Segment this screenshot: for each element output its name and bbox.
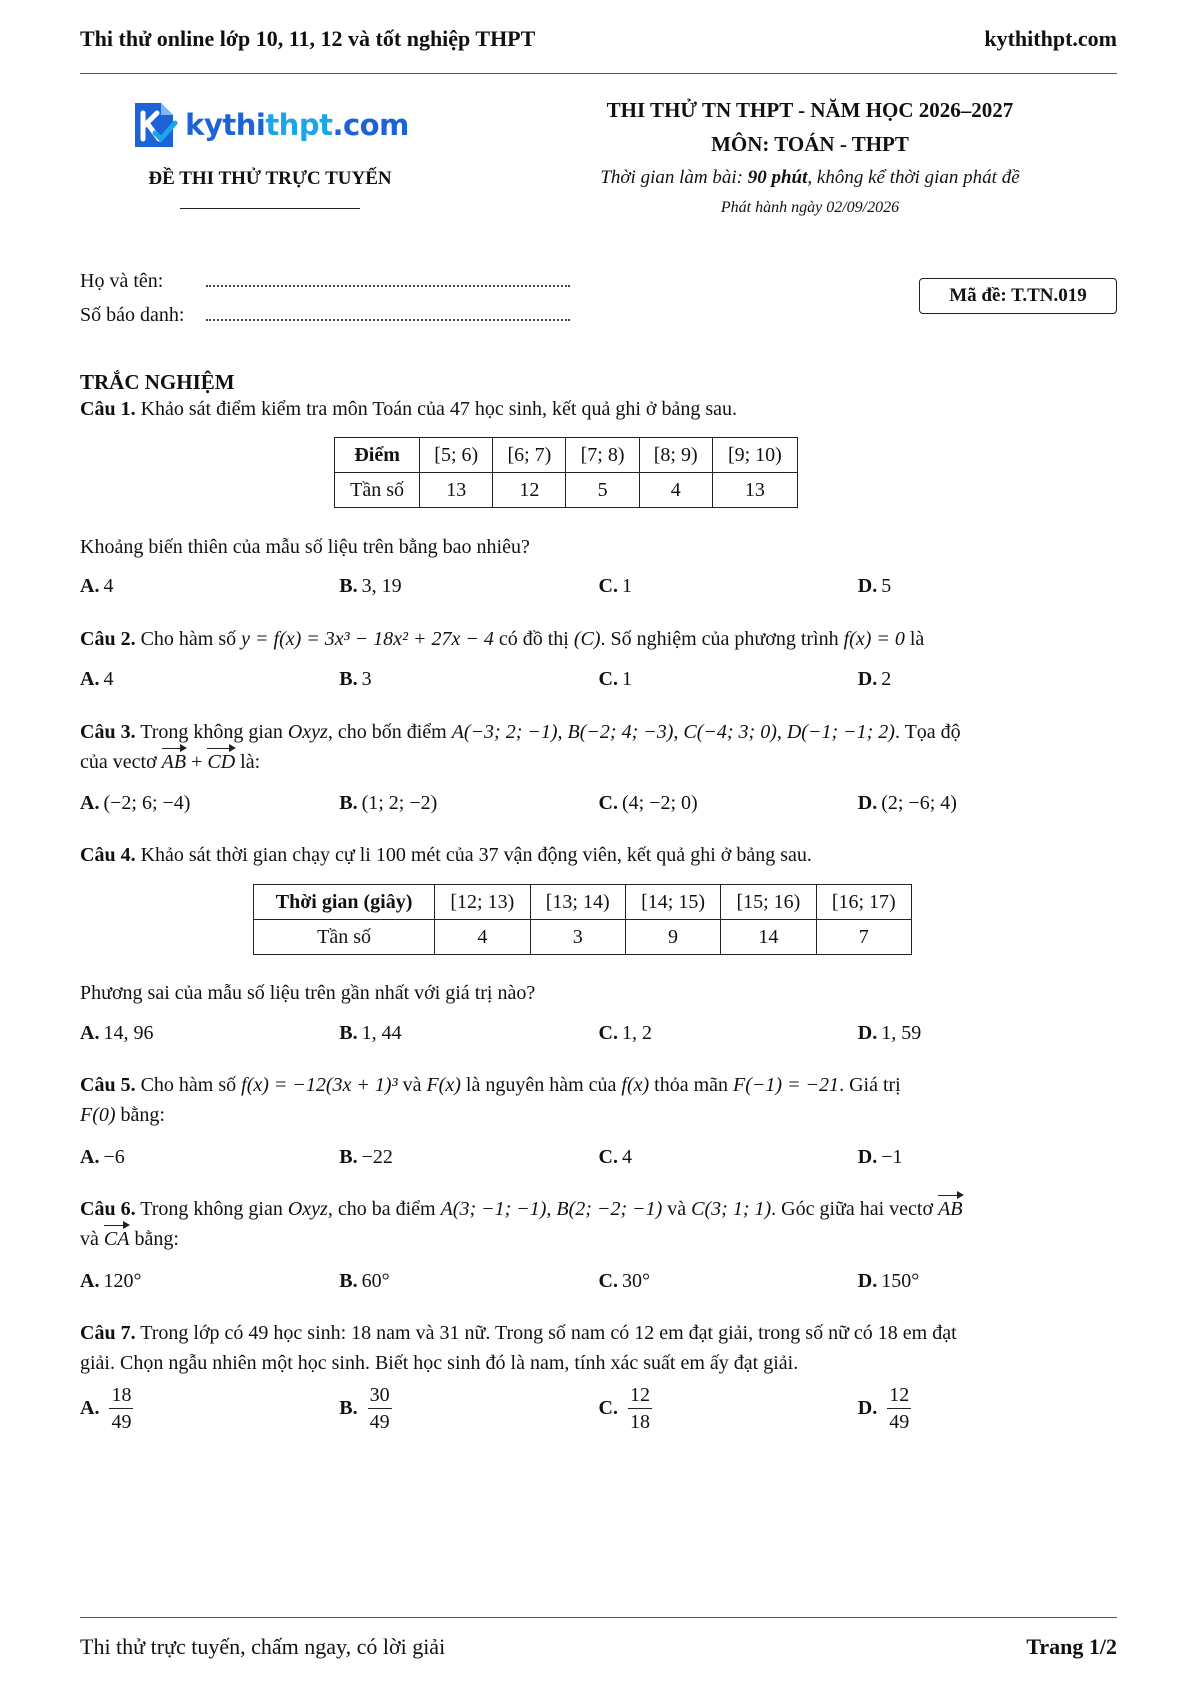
release-date: Phát hành ngày 02/09/2026 (720, 199, 900, 216)
exam-title-block (560, 96, 1060, 217)
q1-prompt: Khoảng biến thiên của mẫu số liệu trên bằng bao nhiêu? (80, 536, 530, 558)
vector-ab: AB (162, 747, 186, 777)
question-1: Câu 1. Khảo sát điểm kiểm tra môn Toán của 47 học sinh, kết quả ghi ở bảng sau. (80, 398, 738, 420)
q7-options (80, 1382, 1117, 1435)
q4-option-a[interactable]: A. 14, 96 (80, 1022, 154, 1044)
question-5: Câu 5. Cho hàm số f(x) = −12(3x + 1)³ và F(x) là nguyên hàm của f(x) thỏa mãn F(−1) = −21. Giá trị F(0) bằng: (80, 1074, 901, 1126)
q6-option-a[interactable]: A. 120° (80, 1270, 142, 1292)
q5-option-a[interactable]: A. −6 (80, 1146, 125, 1168)
q5-options (80, 1146, 1117, 1169)
q6-options (80, 1270, 1117, 1293)
id-label: Số báo danh: (80, 304, 185, 326)
question-2: Câu 2. Cho hàm số y = f(x) = 3x³ − 18x² + 27x − 4 có đồ thị (C). Số nghiệm của phương trình f(x) = 0 là (80, 628, 925, 650)
q1-option-a[interactable]: A. 4 (80, 575, 114, 597)
q7-option-a[interactable]: A. $\frac{18}{49}$ (80, 1384, 132, 1433)
q1-option-d[interactable]: D. 5 (857, 575, 892, 597)
exam-kind: ĐỀ THI THỬ TRỰC TUYẾN (148, 168, 392, 189)
q3-option-c[interactable]: C. (4; −2; 0) (598, 792, 698, 814)
q1-options (80, 575, 1117, 598)
q7-option-d[interactable]: D. $\frac{12}{49}$ (857, 1384, 910, 1433)
q3-option-d[interactable]: D. (2; −6; 4) (857, 792, 957, 814)
running-header (80, 24, 1117, 54)
exam-duration: Thời gian làm bài: 90 phút, không kể thời gian phát đề (600, 167, 1020, 188)
q4-options (80, 1022, 1117, 1045)
q6-option-b[interactable]: B. 60° (339, 1270, 390, 1292)
exam-title: THI THỬ TN THPT - NĂM HỌC 2026–2027 (606, 98, 1014, 122)
candidate-info (80, 264, 570, 332)
fraction: $\frac{18}{49}$ (111, 1384, 132, 1433)
exam-page (80, 0, 1117, 1684)
q1-option-b[interactable]: B. 3, 19 (339, 575, 402, 597)
q1-frequency-table: Điểm [5; 6) [6; 7) [7; 8) [8; 9) [9; 10) Tần số 13 12 5 4 13 (334, 437, 798, 508)
fraction: $\frac{12}{49}$ (889, 1384, 910, 1433)
q2-option-a[interactable]: A. 4 (80, 668, 114, 690)
id-field[interactable] (206, 301, 570, 321)
q4-option-b[interactable]: B. 1, 44 (339, 1022, 402, 1044)
q4-frequency-table: Thời gian (giây) [12; 13) [13; 14) [14; 15) [15; 16) [16; 17) Tần số 4 3 9 14 7 (253, 884, 912, 955)
fraction: $\frac{12}{18}$ (629, 1384, 650, 1433)
q4-option-c[interactable]: C. 1, 2 (598, 1022, 652, 1044)
name-field[interactable] (206, 267, 570, 287)
fraction: $\frac{30}{49}$ (369, 1384, 390, 1433)
page-number: Trang 1/2 (1026, 1634, 1117, 1659)
site-logo (80, 96, 460, 154)
footer-text: Thi thử trực tuyến, chấm ngay, có lời giải (80, 1634, 446, 1659)
q5-option-c[interactable]: C. 4 (598, 1146, 632, 1168)
subtitle-underline (180, 208, 360, 209)
question-3: Câu 3. Trong không gian Oxyz, cho bốn điểm A(−3; 2; −1), B(−2; 4; −3), C(−4; 3; 0), D(−1; −1; 2). Tọa độ của vectơ AB + CD là: (80, 717, 1117, 777)
q6-option-c[interactable]: C. 30° (598, 1270, 650, 1292)
vector-ca: CA (104, 1224, 130, 1254)
name-label: Họ và tên: (80, 270, 164, 292)
q2-option-b[interactable]: B. 3 (339, 668, 372, 690)
q4-option-d[interactable]: D. 1, 59 (857, 1022, 922, 1044)
header-left-text: Thi thử online lớp 10, 11, 12 và tốt nghiệp THPT (80, 26, 536, 51)
q4-prompt: Phương sai của mẫu số liệu trên gần nhất với giá trị nào? (80, 982, 536, 1004)
q6-option-d[interactable]: D. 150° (857, 1270, 920, 1292)
logo-mark-icon (131, 99, 179, 151)
question-4: Câu 4. Khảo sát thời gian chạy cự li 100 mét của 37 vận động viên, kết quả ghi ở bảng sau. (80, 844, 812, 866)
q7-option-c[interactable]: C. $\frac{12}{18}$ (598, 1384, 650, 1433)
question-6: Câu 6. Trong không gian Oxyz, cho ba điểm A(3; −1; −1), B(2; −2; −1) và C(3; 1; 1). Góc giữa hai vectơ AB và CA bằng: (80, 1194, 1117, 1254)
vector-ab: AB (938, 1194, 962, 1224)
q7-option-b[interactable]: B. $\frac{30}{49}$ (339, 1384, 390, 1433)
q2-option-c[interactable]: C. 1 (598, 668, 632, 690)
header-rule (80, 73, 1117, 74)
q3-option-a[interactable]: A. (−2; 6; −4) (80, 792, 191, 814)
logo-wordmark: kythithpt.com (185, 108, 409, 142)
header-site-link[interactable]: kythithpt.com (984, 26, 1117, 51)
exam-subject: MÔN: TOÁN - THPT (711, 132, 909, 156)
q5-option-b[interactable]: B. −22 (339, 1146, 393, 1168)
q2-option-d[interactable]: D. 2 (857, 668, 892, 690)
vector-cd: CD (207, 747, 235, 777)
q3-options (80, 792, 1117, 815)
question-7: Câu 7. Trong lớp có 49 học sinh: 18 nam và 31 nữ. Trong số nam có 12 em đạt giải, trong số nữ có 18 em đạt giải. Chọn ngẫu nhiên một học sinh. Biết học sinh đó là nam, tính xác suất em ấy đạt giải. (80, 1322, 957, 1374)
q5-option-d[interactable]: D. −1 (857, 1146, 903, 1168)
section-title: TRẮC NGHIỆM (80, 370, 235, 394)
logo-block (80, 96, 460, 209)
exam-code-badge: Mã đề: T.TN.019 (919, 278, 1117, 314)
q3-option-b[interactable]: B. (1; 2; −2) (339, 792, 438, 814)
page-footer (80, 1634, 1117, 1660)
q2-options (80, 668, 1117, 691)
q1-option-c[interactable]: C. 1 (598, 575, 632, 597)
footer-rule (80, 1617, 1117, 1618)
